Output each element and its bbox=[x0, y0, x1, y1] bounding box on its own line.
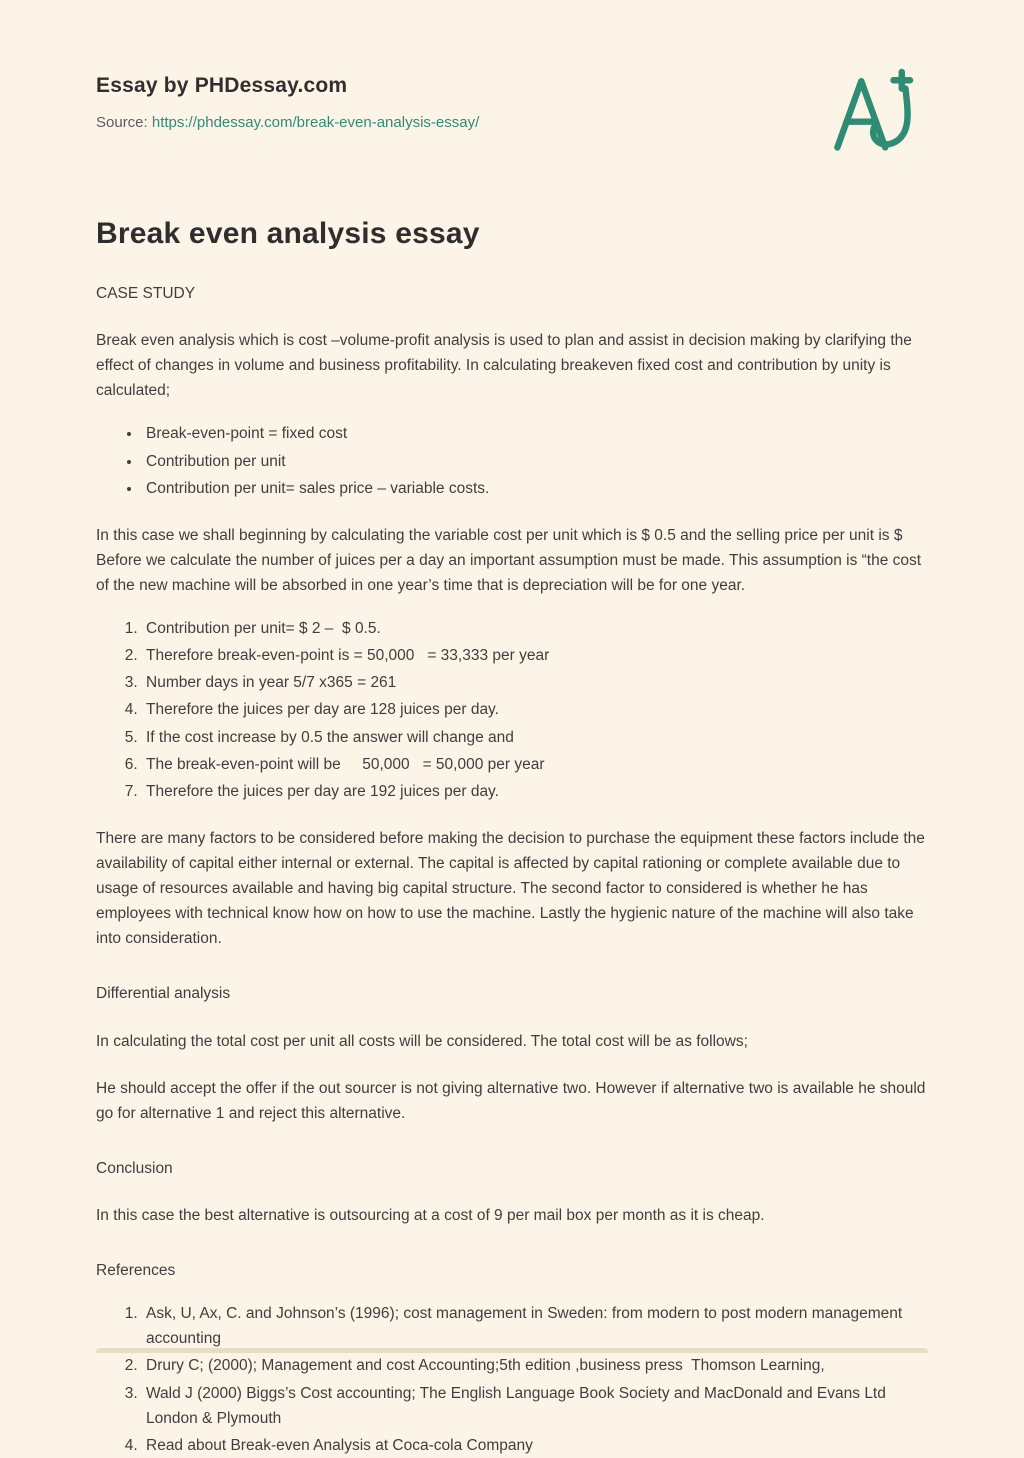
phdessay-logo-icon bbox=[830, 68, 922, 156]
offer-paragraph: He should accept the offer if the out sourcer is not giving alternative two. However if alternative two is available he should go for alternative 1 and reject this alternative. bbox=[96, 1079, 930, 1122]
bullet-item: • Break-even-point = fixed cost bbox=[142, 421, 928, 446]
assumption-paragraph: In this case we shall beginning by calculating the variable cost per unit which is $ 0.5 and the selling price per unit is $ Before we calculate the number of juices per a day an important assumption must be made. This assumption is “the cost of the new machine will be absorbed in one year’s time that is depreciation will be for one year. bbox=[96, 526, 926, 594]
source-link[interactable]: https://phdessay.com/break-even-analysis-essay/ bbox=[151, 114, 480, 131]
breakeven-bullet-list bbox=[96, 421, 928, 500]
calculation-step-list bbox=[96, 616, 928, 804]
step-item: 6. The break-even-point will be 50,000 = 50,000 per year bbox=[142, 752, 928, 777]
next-section-edge bbox=[96, 1348, 928, 1353]
source-label: Source: bbox=[96, 114, 152, 131]
step-item: 5. If the cost increase by 0.5 the answer will change and bbox=[142, 725, 928, 750]
step-item: 7. Therefore the juices per day are 192 juices per day. bbox=[142, 779, 928, 804]
step-item: 1. Contribution per unit= $ 2 – $ 0.5. bbox=[142, 616, 928, 641]
references-heading: References bbox=[96, 1262, 176, 1280]
differential-paragraph: In calculating the total cost per unit all costs will be considered. The total cost will be as follows; bbox=[96, 1032, 748, 1050]
reference-item: 4. Read about Break-even Analysis at Coca-cola Company bbox=[142, 1433, 928, 1458]
case-study-label: CASE STUDY bbox=[96, 285, 196, 302]
differential-analysis-heading: Differential analysis bbox=[96, 985, 231, 1003]
step-item: 4. Therefore the juices per day are 128 juices per day. bbox=[142, 697, 928, 722]
step-item: 3. Number days in year 5/7 x365 = 261 bbox=[142, 670, 928, 695]
bullet-item: • Contribution per unit= sales price – variable costs. bbox=[142, 476, 928, 501]
source-line bbox=[96, 114, 928, 131]
conclusion-heading: Conclusion bbox=[96, 1159, 173, 1177]
factors-paragraph: There are many factors to be considered before making the decision to purchase the equipment these factors include the availability of capital either internal or external. The capital is affected by capital rationing or complete available due to usage of resources available and having big capital structure. The second factor to considered is whether he has employees with technical know how on how to use the machine. Lastly the hygienic nature of the machine will also take into consideration. bbox=[96, 829, 930, 948]
reference-item: 2. Drury C; (2000); Management and cost Accounting;5th edition ,business press Thomson Learning, bbox=[142, 1353, 928, 1378]
bullet-item: • Contribution per unit bbox=[142, 449, 928, 474]
step-item: 2. Therefore break-even-point is = 50,000 = 33,333 per year bbox=[142, 643, 928, 668]
essay-byline: Essay by PHDessay.com bbox=[96, 74, 348, 97]
conclusion-paragraph: In this case the best alternative is outsourcing at a cost of 9 per mail box per month as it is cheap. bbox=[96, 1206, 765, 1224]
phdessay-logo bbox=[830, 68, 922, 156]
reference-item: 1. Ask, U, Ax, C. and Johnson’s (1996); cost management in Sweden: from modern to post modern management accounting bbox=[142, 1301, 928, 1351]
reference-list bbox=[96, 1301, 928, 1458]
intro-paragraph: Break even analysis which is cost –volume-profit analysis is used to plan and assist in decision making by clarifying the effect of changes in volume and business profitability. In calculating breakeven fixed cost and contribution by unity is calculated; bbox=[96, 332, 917, 400]
reference-item: 3. Wald J (2000) Biggs’s Cost accounting; The English Language Book Society and MacDonald and Evans Ltd London & Plymouth bbox=[142, 1381, 928, 1431]
essay-title: Break even analysis essay bbox=[96, 217, 480, 250]
